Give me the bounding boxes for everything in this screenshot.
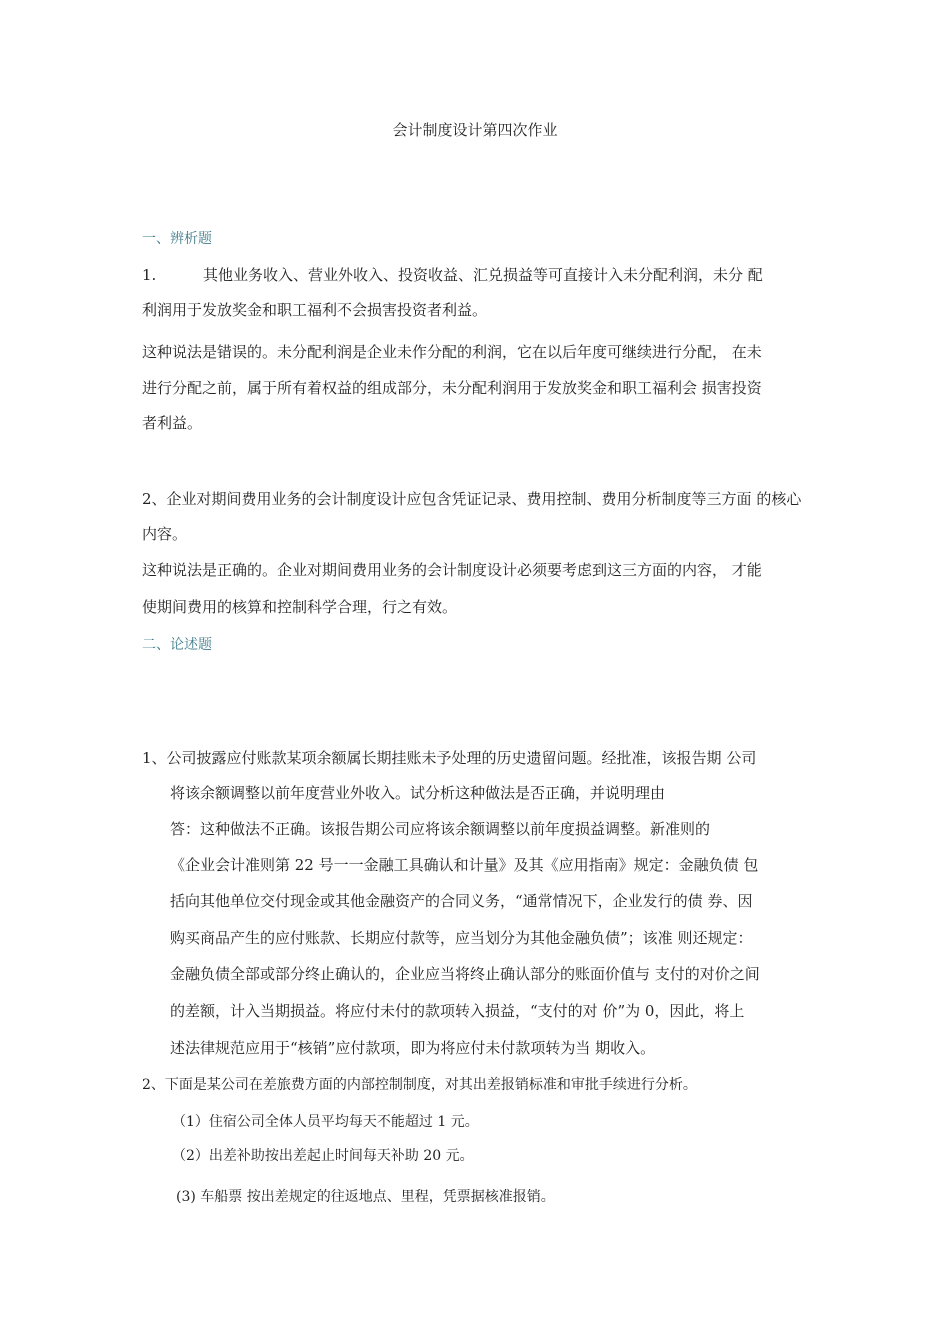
answer-2-line-1: 这种说法是正确的。企业对期间费用业务的会计制度设计必须要考虑到这三方面的内容， 才能	[142, 561, 762, 579]
answer-1-line-3: 者利益。	[142, 414, 203, 432]
answer-2-line-2: 使期间费用的核算和控制科学合理，行之有效。	[142, 598, 458, 616]
essay-1-line-2: 将该余额调整以前年度营业外收入。试分析这种做法是否正确，并说明理由	[170, 784, 666, 802]
essay-2-item-1: （1）住宿公司全体人员平均每天不能超过 1 元。	[172, 1114, 479, 1130]
section-heading-analysis: 一、辨析题	[142, 231, 212, 247]
section-heading-essay: 二、论述题	[142, 637, 212, 653]
essay-1-answer-line-4: 购买商品产生的应付账款、长期应付款等，应当划分为其他金融负债”；该准 则还规定：	[170, 929, 753, 947]
essay-1-answer-line-1: 答：这种做法不正确。该报告期公司应将该余额调整以前年度损益调整。新准则的	[170, 820, 711, 838]
question-2-line-1: 2、企业对期间费用业务的会计制度设计应包含凭证记录、费用控制、费用分析制度等三方面 的核心	[142, 490, 802, 508]
essay-1-answer-line-2: 《企业会计准则第 22 号一一金融工具确认和计量》及其《应用指南》规定：金融负债 包	[170, 856, 759, 874]
question-1-line-1: 其他业务收入、营业外收入、投资收益、汇兑损益等可直接计入未分配利润，未分 配	[203, 266, 763, 284]
question-2-line-2: 内容。	[142, 525, 188, 543]
document-title: 会计制度设计第四次作业	[392, 121, 558, 139]
question-1-number: 1.	[142, 266, 157, 284]
essay-1-answer-line-3: 括向其他单位交付现金或其他金融资产的合同义务，“通常情况下，企业发行的债 券、因	[170, 892, 753, 910]
essay-2-item-3: (3) 车船票 按出差规定的往返地点、里程，凭票据核准报销。	[176, 1189, 555, 1205]
essay-2-line-1: 2、下面是某公司在差旅费方面的内部控制制度，对其出差报销标准和审批手续进行分析。	[142, 1077, 697, 1093]
answer-1-line-2: 进行分配之前，属于所有着权益的组成部分，未分配利润用于发放奖金和职工福利会 损害投资	[142, 379, 762, 397]
essay-1-answer-line-5: 金融负债全部或部分终止确认的，企业应当将终止确认部分的账面价值与 支付的对价之间	[170, 965, 760, 983]
essay-2-item-2: （2）出差补助按出差起止时间每天补助 20 元。	[172, 1148, 474, 1164]
question-1-line-2: 利润用于发放奖金和职工福利不会损害投资者利益。	[142, 301, 488, 319]
answer-1-line-1: 这种说法是错误的。未分配利润是企业未作分配的利润，它在以后年度可继续进行分配， 在未	[142, 343, 762, 361]
essay-1-line-1: 1、公司披露应付账款某项余额属长期挂账未予处理的历史遗留问题。经批准，该报告期 公司	[142, 749, 757, 767]
essay-1-answer-line-6: 的差额，计入当期损益。将应付未付的款项转入损益，“支付的对 价”为 0，因此，将上	[170, 1002, 745, 1020]
essay-1-answer-line-7: 述法律规范应用于“核销”应付款项，即为将应付未付款项转为当 期收入。	[170, 1039, 656, 1057]
